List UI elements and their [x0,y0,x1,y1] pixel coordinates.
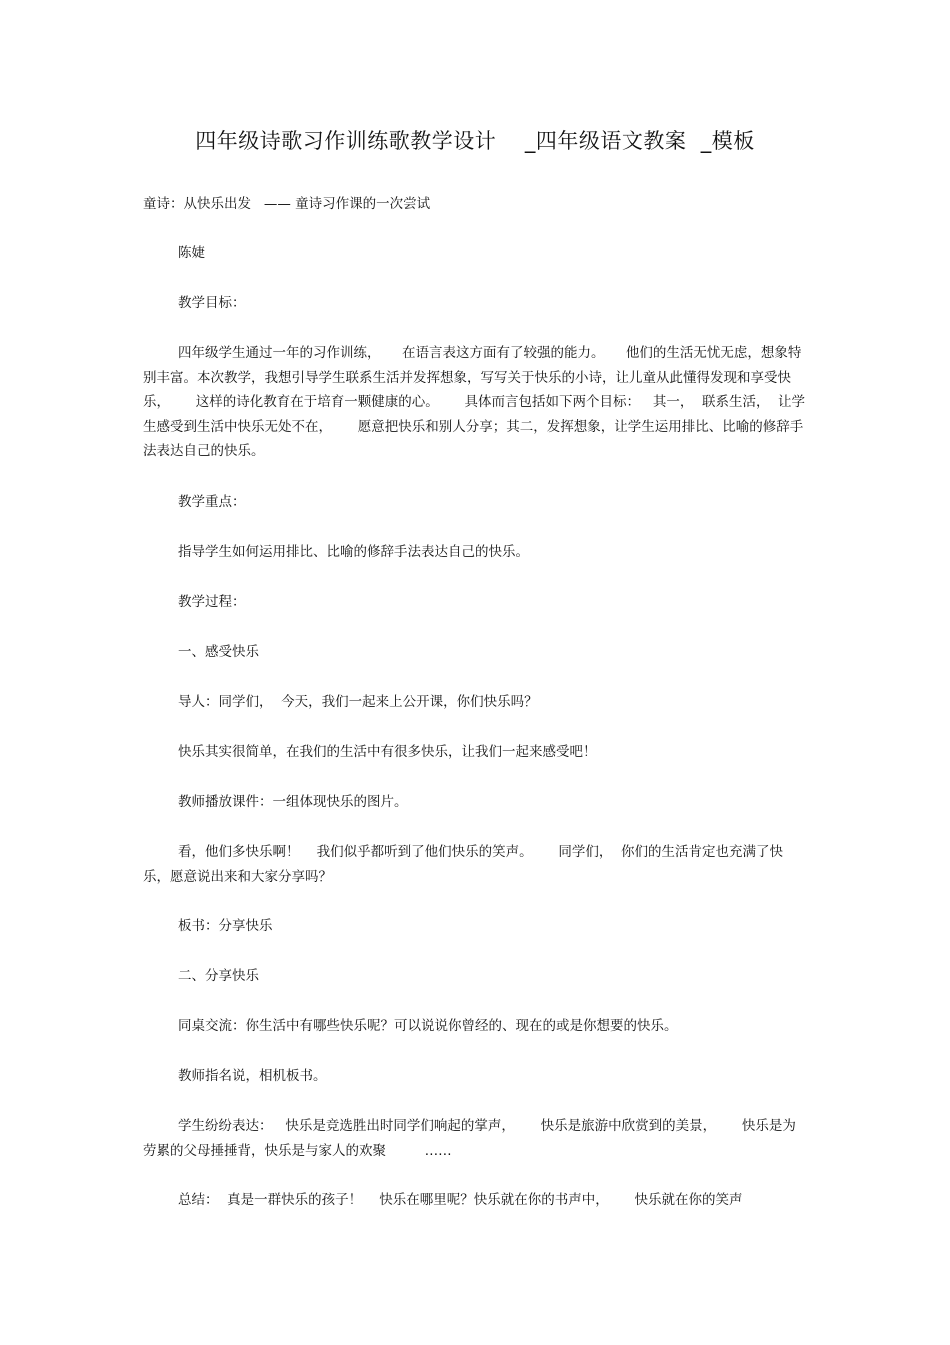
body-paragraph: 教师指名说，相机板书。 [178,1068,327,1084]
body-paragraph: 快乐其实很简单，在我们的生活中有很多快乐，让我们一起来感受吧！ [178,744,597,760]
section-heading-focus: 教学重点： [178,494,246,510]
step-heading-feel: 一、感受快乐 [178,644,259,660]
section-heading-goals: 教学目标： [178,295,246,311]
body-paragraph: 学生纷纷表达： 快乐是竞选胜出时同学们响起的掌声， 快乐是旅游中欣赏到的美景， 快乐是为劳累的父母捶捶背，快乐是与家人的欢聚 …… [143,1118,796,1159]
document-title: 四年级诗歌习作训练歌教学设计 _四年级语文教案 _模板 [195,129,755,153]
goals-paragraph: 四年级学生通过一年的习作训练， 在语言表这方面有了较强的能力。 他们的生活无忧无虑，想象特别丰富。本次教学，我想引导学生联系生活并发挥想象，写写关于快乐的小诗，让儿童从此懂得发现和享受快乐， 这样的诗化教育在于培育一颗健康的心。 具体而言包括如下两个目标： 其一， 联系生活， 让学生感受到生活中快乐无处不在， 愿意把快乐和别人分享；其二，发挥想象，让学生运用排比、比喻的修辞手法表达自己的快乐。 [143,345,806,459]
step-heading-share: 二、分享快乐 [178,968,259,984]
body-paragraph: 看，他们多快乐啊！ 我们似乎都听到了他们快乐的笑声。 同学们， 你们的生活肯定也充满了快乐，愿意说出来和大家分享吗？ [143,844,783,885]
summary-paragraph: 总结： 真是一群快乐的孩子！ 快乐在哪里呢？快乐就在你的书声中， 快乐就在你的笑声 [178,1192,743,1208]
focus-paragraph: 指导学生如何运用排比、比喻的修辞手法表达自己的快乐。 [178,544,529,560]
author: 陈婕 [178,245,205,261]
blackboard-note: 板书：分享快乐 [178,918,273,934]
body-paragraph: 同桌交流：你生活中有哪些快乐呢？可以说说你曾经的、现在的或是你想要的快乐。 [178,1018,678,1034]
intro-paragraph: 导人：同学们， 今天，我们一起来上公开课，你们快乐吗？ [178,694,538,710]
subtitle: 童诗：从快乐出发 —— 童诗习作课的一次尝试 [143,196,431,212]
section-heading-process: 教学过程： [178,594,246,610]
body-paragraph: 教师播放课件：一组体现快乐的图片。 [178,794,408,810]
